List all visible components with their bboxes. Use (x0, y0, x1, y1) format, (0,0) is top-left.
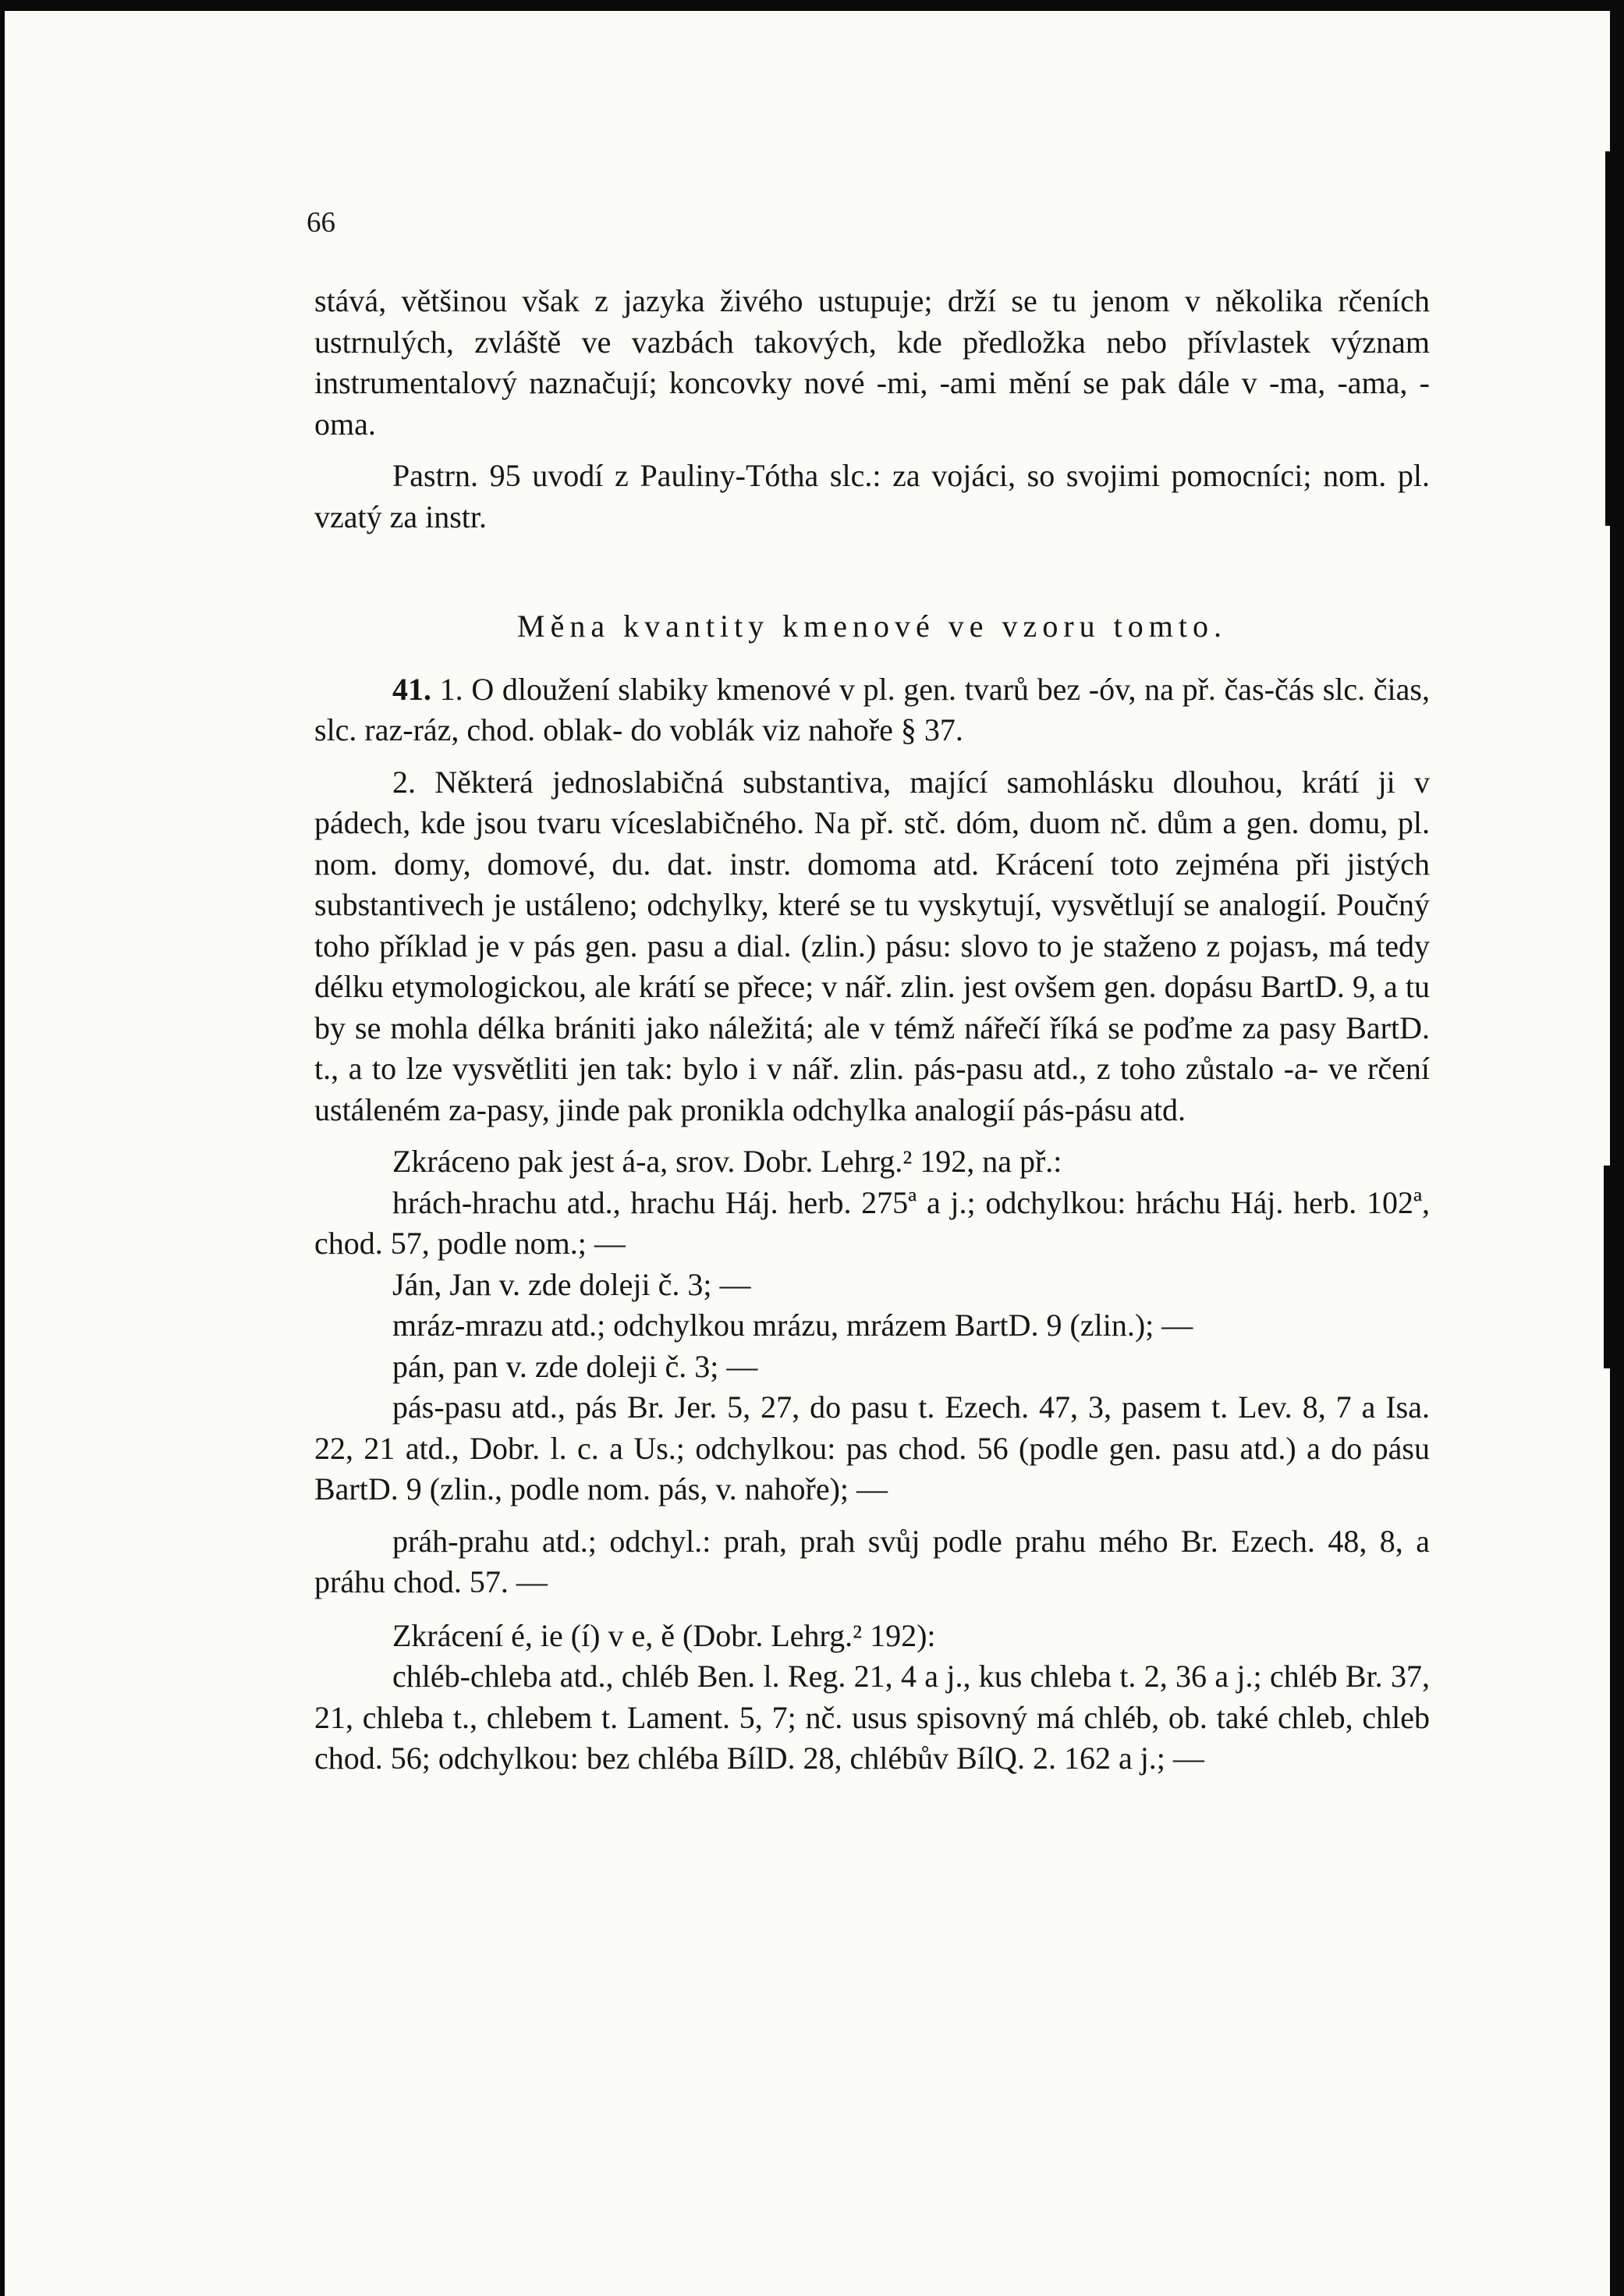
scan-edge-mark (1604, 1166, 1610, 1368)
paragraph-number: 41. (392, 671, 431, 707)
paragraph-shortening-a: Zkráceno pak jest á-a, srov. Dobr. Lehrg.² 192, na př.: (392, 1144, 1062, 1179)
entry-hrach: hrách-hrachu atd., hrachu Háj. herb. 275ª a j.; odchylkou: hráchu Háj. herb. 102ª, chod. 57, podle nom.; — (314, 1184, 1430, 1261)
entry-pan: pán, pan v. zde doleji č. 3; — (392, 1348, 758, 1384)
paragraph-continuation: stává, většinou však z jazyka živého ustupuje; drží se tu jenom v několika rčeních ustrnulých, zvláště ve vazbách takových, kde předložka nebo přívlastek význam instrumentalový naznačují; koncovky nové -mi, -ami mění se pak dále v -ma, -ama, -oma. (314, 283, 1430, 442)
page-number: 66 (307, 207, 335, 239)
entry-pas: pás-pasu atd., pás Br. Jer. 5, 27, do pasu t. Ezech. 47, 3, pasem t. Lev. 8, 7 a Isa. 22, 21 atd., Dobr. l. c. a Us.; odchylkou: pas chod. 56 (podle gen. pasu atd.) a do pásu BartD. 9 (zlin., podle nom. pás, v. nahoře); — (314, 1389, 1430, 1506)
entry-prah: práh-prahu atd.; odchyl.: prah, prah svůj podle prahu mého Br. Ezech. 48, 8, a práhu chod. 57. — (314, 1523, 1430, 1599)
paragraph-41-1-text: 1. O dloužení slabiky kmenové v pl. gen. tvarů bez -óv, na př. čas-čás slc. čias, slc. raz-ráz, chod. oblak- do voblák viz nahoře § 37. (314, 671, 1430, 747)
entry-chleb: chléb-chleba atd., chléb Ben. l. Reg. 21, 4 a j., kus chleba t. 2, 36 a j.; chléb Br. 37, 21, chleba t., chlebem t. Lament. 5, 7; nč. usus spisovný má chléb, ob. také chleb, chleb chod. 56; odchylkou: bez chléba BílD. 28, chlébův BílQ. 2. 162 a j.; — (314, 1659, 1430, 1776)
paper-sheet (5, 11, 1610, 2296)
paragraph-41-1 (314, 669, 1430, 751)
paragraph-41-2: 2. Některá jednoslabičná substantiva, mající samohlásku dlouhou, krátí ji v pádech, kde jsou tvaru víceslabičného. Na př. stč. dóm, duom nč. dům a gen. domu, pl. nom. domy, domové, du. dat. instr. domoma atd. Krácení toto zejména při jistých substantivech je ustáleno; odchylky, které se tu vyskytují, vysvětlují se analogií. Poučný toho příklad je v pás gen. pasu a dial. (zlin.) pásu: slovo to je staženo z pojasъ, má tedy délku etymologickou, ale krátí se přece; v nář. zlin. jest ovšem gen. dopásu BartD. 9, a tu by se mohla délka brániti jako náležitá; ale v témž nářečí říká se poďme za pasy BartD. t., a to lze vysvětliti jen tak: bylo i v nář. zlin. pás-pasu atd., z toho zůstalo -a- ve rčení ustáleném za-pasy, jinde pak pronikla odchylka analogií pás-pásu atd. (314, 764, 1430, 1127)
section-heading: Měna kvantity kmenové ve vzoru tomto. (517, 609, 1227, 644)
paragraph-shortening-e: Zkrácení é, ie (í) v e, ě (Dobr. Lehrg.² 192): (392, 1617, 936, 1653)
entry-mraz: mráz-mrazu atd.; odchylkou mrázu, mrázem BartD. 9 (zlin.); — (392, 1308, 1193, 1343)
entry-jan: Ján, Jan v. zde doleji č. 3; — (392, 1266, 751, 1302)
body-text (314, 281, 1430, 1780)
scan-edge-mark (1605, 151, 1610, 526)
paragraph-pastrnek: Pastrn. 95 uvodí z Pauliny-Tótha slc.: za vojáci, so svojimi pomocníci; nom. pl. vzatý za instr. (314, 458, 1430, 534)
